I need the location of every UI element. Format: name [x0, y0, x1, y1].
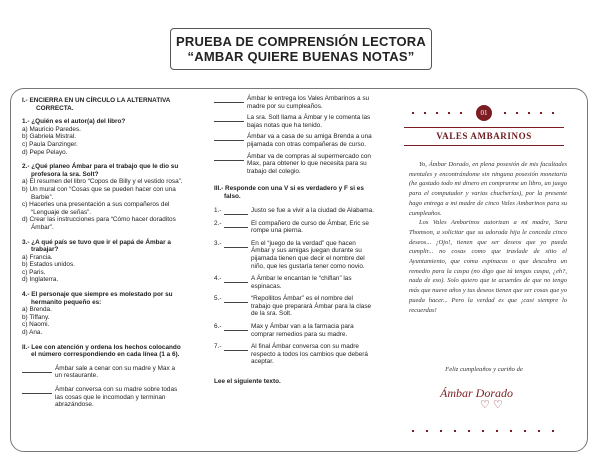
tf-7-text-3: aceptar.	[251, 358, 274, 366]
tf-2-text: El compañero de curso de Ámbar, Eric se	[251, 219, 369, 227]
order-item	[214, 95, 386, 110]
decorative-dots-right	[504, 112, 554, 114]
tf-item	[214, 275, 386, 290]
tf-number: 5.-	[214, 295, 222, 303]
order-blank-5[interactable]	[214, 133, 244, 141]
q3-option-b[interactable]: b) Estados unidos.	[22, 261, 75, 269]
tf-item	[214, 207, 386, 215]
tf-blank-5[interactable]	[224, 295, 248, 303]
q2-option-a[interactable]: a) El resumen del libro “Copos de Billy y el vestido rosa”.	[22, 178, 183, 186]
order-item	[214, 133, 386, 148]
order-item	[214, 114, 386, 129]
tf-3-text-2: Ámbar y sus amigas juegan durante su	[251, 247, 362, 255]
vale-paragraph-1: Yo, Ámbar Dorado, en plena posesión de mis facultades mentales y encontrándome sin ninguna posesión monetaria (he gastado todo mi dinero en comprarme un libro, un juego para el computador y varias chucherías), por la presente hago entrega a mi madre de cinco Vales Ambarinos para su cumpleaños.	[409, 161, 567, 217]
tf-number: 3.-	[214, 239, 222, 247]
q4-option-a[interactable]: a) Brenda.	[22, 306, 52, 314]
section2-heading-2: el número correspondiendo en cada línea (1 a 6).	[31, 351, 180, 359]
q4-option-b[interactable]: b) Tiffany.	[22, 313, 50, 321]
question-3-cont: trabajar?	[31, 246, 59, 254]
q1-option-c[interactable]: c) Paula Danzinger.	[22, 140, 78, 148]
section1-heading: I.- ENCIERRA EN UN CÍRCULO LA ALTERNATIVA	[22, 97, 171, 104]
tf-number: 4.-	[214, 275, 222, 283]
question-2-cont: profesora la sra. Solt?	[31, 170, 99, 178]
tf-item	[214, 240, 386, 270]
vale-paragraph-2: Los Vales Ambarinos autorizan a mi madre, Sara Thomson, a solicitar que su adorada hija le conceda cinco deseos... ¡Ojo!, tienen que ser deseos que yo pueda cumplir... no cosas como que traslade de sitio el Ayuntamiento, que coma espinacas o que descubra un remedio para la caspa (no digo que tú tengas caspa, ¿eh?, nada de eso). Solo quiero que te acuerdes de que no tengo más que nueve años y tus deseos tienen que ser cosas que yo pueda hacer... Pero la verdad es que ¡casi siempre lo recuerdas!	[409, 219, 567, 314]
tf-item	[214, 343, 386, 366]
section3-heading: III.- Responde con una V si es verdadero y F si es	[214, 185, 364, 193]
decorative-dots-left	[412, 112, 462, 114]
order-item-6-text: Ámbar va de compras al supermercado con	[247, 152, 371, 160]
heart-icon: ♡ ♡	[480, 399, 503, 411]
decorative-dots-bottom	[412, 430, 562, 433]
tf-blank-7[interactable]	[224, 343, 248, 351]
q2-option-c-cont: “Lenguaje de señas”.	[31, 208, 92, 216]
page-subtitle: “AMBAR QUIERE BUENAS NOTAS”	[187, 49, 415, 64]
order-blank-6[interactable]	[214, 153, 244, 161]
q4-option-d[interactable]: d) Ana.	[22, 329, 43, 337]
tf-item	[214, 220, 386, 235]
q3-option-c[interactable]: c) Paris.	[22, 268, 46, 276]
signature: Ámbar Dorado	[440, 386, 514, 400]
q3-option-a[interactable]: a) Francia.	[22, 253, 53, 261]
order-blank-1[interactable]	[22, 365, 52, 373]
tf-7-text-2: respecto a todos los cambios que deberá	[251, 350, 368, 358]
section1-heading-2: CORRECTA.	[36, 104, 74, 112]
order-item	[214, 153, 386, 176]
tf-number: 1.-	[214, 206, 222, 214]
order-item-2-text: Ámbar conversa con su madre sobre todas	[55, 386, 178, 393]
vale-title: VALES AMBARINOS	[436, 131, 532, 141]
tf-item	[214, 323, 386, 338]
order-item	[22, 365, 210, 380]
tf-4-text-2: espinacas.	[251, 282, 282, 290]
order-item-2-text-2: las cosas que le incomodan y terminan	[55, 393, 166, 401]
page-title: PRUEBA DE COMPRENSIÓN LECTORA	[176, 34, 426, 49]
q2-option-d[interactable]: d) Crear las instrucciones para “Cómo hacer doraditos	[22, 216, 176, 224]
order-item-6-text-2: Max, para obtener lo que necesita para su	[247, 160, 367, 168]
q2-option-c[interactable]: c) Hacerles una presentación a sus compañeros del	[22, 201, 170, 209]
question-4: 4.- El personaje que siempre es molestado por su	[22, 291, 173, 299]
column-left	[22, 97, 210, 409]
order-blank-4[interactable]	[214, 114, 244, 122]
tf-7-text: Al final Ámbar conversa con su madre	[251, 343, 359, 351]
tf-blank-3[interactable]	[224, 240, 248, 248]
tf-number: 6.-	[214, 323, 222, 331]
section3-heading-2: falso.	[224, 192, 241, 200]
q4-option-c[interactable]: c) Naomi.	[22, 321, 50, 329]
tf-1-text: Justo se fue a vivir a la ciudad de Alabama.	[251, 206, 374, 214]
tf-5-text-2: trabajo que prepararà Ámbar para la clase	[251, 302, 372, 310]
divider	[404, 127, 564, 128]
tf-item	[214, 295, 386, 318]
vale-closing: Feliz cumpleaños y cariño de	[445, 366, 523, 373]
tf-3-text-4: niño, que les gustaría tener como novio.	[251, 262, 365, 270]
title-box	[170, 28, 432, 70]
order-item-5-text-2: pijamada con otras compañeras de curso.	[247, 140, 367, 148]
q2-option-b[interactable]: b) Un mural con “Cosas que se pueden hacer con una	[22, 185, 176, 193]
question-3: 3.- ¿A qué país se tuvo que ir el papá de Ámbar a	[22, 238, 171, 246]
q3-option-d[interactable]: d) Inglaterra.	[22, 276, 59, 284]
question-1: 1.- ¿Quién es el autor(a) del libro?	[22, 118, 126, 126]
tf-number: 2.-	[214, 219, 222, 227]
read-instruction: Lee el siguiente texto.	[214, 378, 281, 386]
tf-3-text: En el “juego de la verdad” que hacen	[251, 239, 356, 247]
q1-option-a[interactable]: a) Mauricio Paredes.	[22, 125, 81, 133]
question-4-cont: hermanito pequeño es:	[31, 298, 102, 306]
column-middle	[214, 95, 386, 386]
order-item-4-text-2: bajas notas que ha tenido.	[247, 121, 322, 129]
q1-option-b[interactable]: b) Gabriela Mistral.	[22, 133, 76, 141]
tf-4-text: A Ámbar le encantan le “chiflan” las	[251, 275, 352, 283]
order-blank-2[interactable]	[22, 386, 52, 394]
tf-5-text: “Repollitos Ámbar” es el nombre del	[251, 295, 353, 303]
tf-blank-6[interactable]	[224, 323, 248, 331]
question-2: 2.- ¿Qué planeo Ámbar para el trabajo que le dio su	[22, 163, 179, 171]
divider	[404, 145, 564, 146]
order-item-3-text-2: madre por su cumpleaños.	[247, 102, 323, 110]
order-item-2-text-3: abrazándose.	[55, 401, 94, 409]
tf-5-text-3: de la sra. Solt.	[251, 310, 292, 318]
tf-blank-2[interactable]	[224, 220, 248, 228]
tf-blank-4[interactable]	[224, 275, 248, 283]
tf-2-text-2: rompe una pierna.	[251, 227, 303, 235]
order-item-3-text: Ámbar le entrega los Vales Ambarinos a su	[247, 95, 370, 102]
vale-number-badge: 01	[476, 105, 492, 121]
order-item-4-text: La sra. Solt llama a Ámbar y le comenta las	[247, 114, 371, 122]
order-item-5-text: Ámbar va a casa de su amiga Brenda a una	[247, 133, 372, 141]
tf-3-text-3: pijamada tienen que decir el nombre del	[251, 254, 365, 262]
order-item	[22, 386, 210, 409]
tf-6-text: Max y Ámbar van a la farmacia para	[251, 323, 354, 331]
order-item-1-text: Ámbar sale a cenar con su madre y Max a	[55, 364, 176, 372]
tf-blank-1[interactable]	[224, 207, 248, 215]
order-item-6-text-3: trabajo del colegio.	[247, 167, 301, 175]
order-item-1-text-2: un restaurante.	[55, 372, 98, 380]
q2-option-d-cont: Ámbar”.	[31, 223, 54, 231]
q2-option-b-cont: Barbie”.	[31, 193, 54, 201]
section2-heading: II.- Lee con atención y ordena los hechos colocando	[22, 343, 181, 351]
tf-number: 7.-	[214, 343, 222, 351]
vale-text	[409, 160, 567, 315]
tf-6-text-2: comprar remedios para su madre.	[251, 330, 348, 338]
order-blank-3[interactable]	[214, 95, 244, 103]
q1-option-d[interactable]: d) Pepe Pelayo.	[22, 148, 68, 156]
